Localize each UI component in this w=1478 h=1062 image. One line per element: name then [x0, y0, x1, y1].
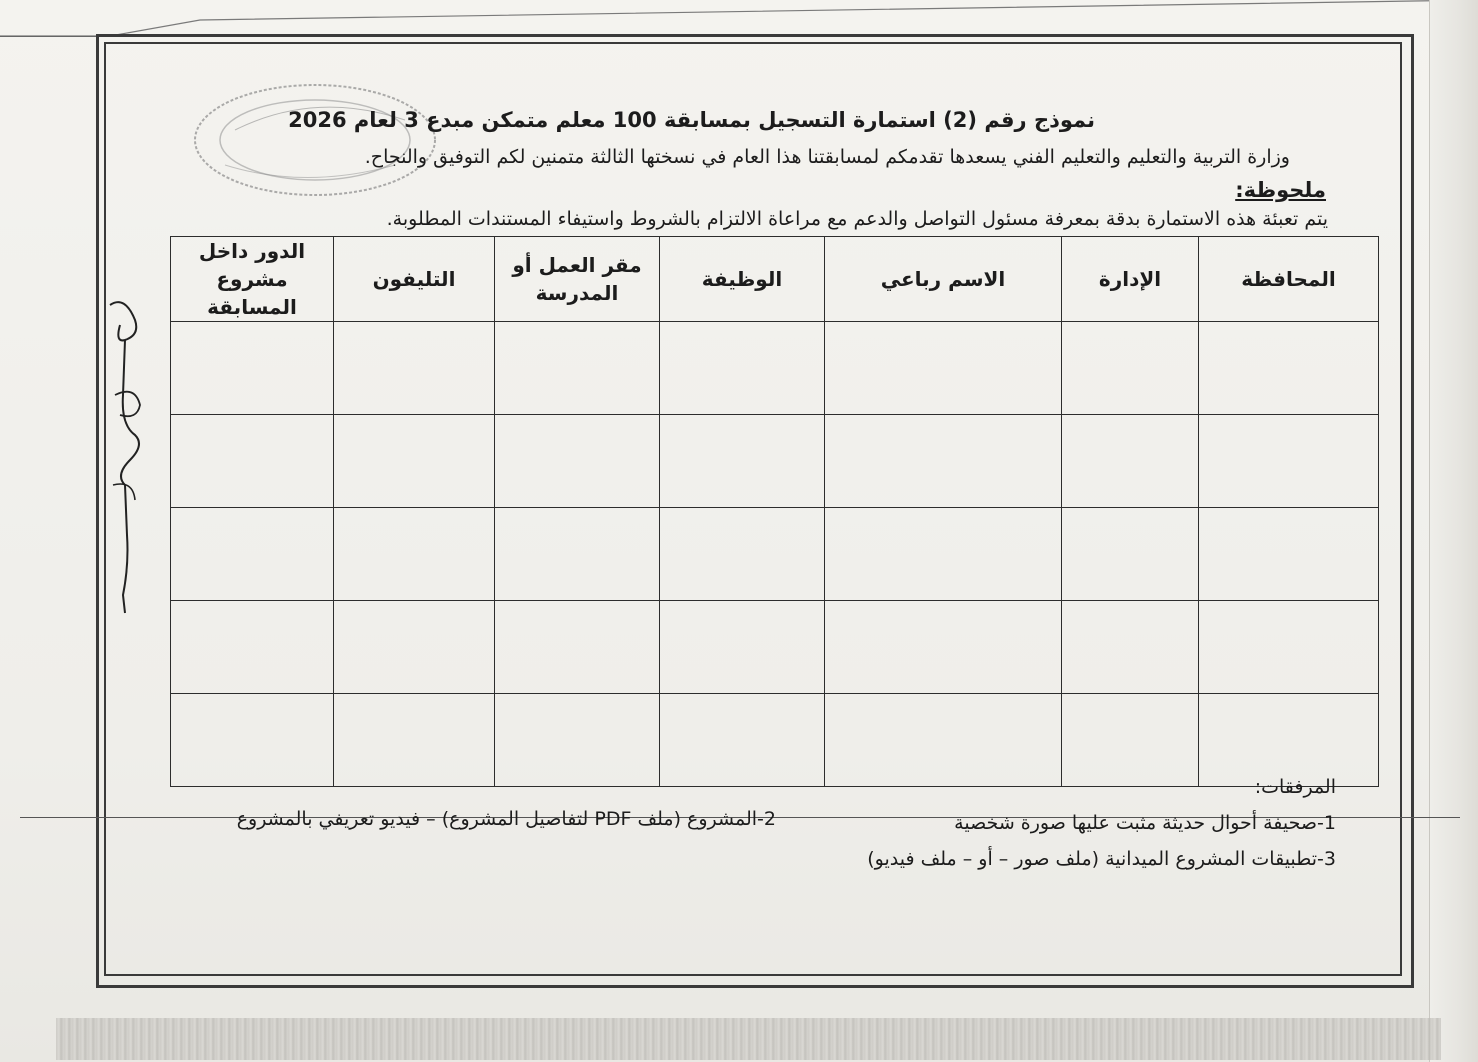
table-cell[interactable] — [1199, 508, 1379, 601]
table-cell[interactable] — [1062, 694, 1199, 787]
table-cell[interactable] — [171, 415, 334, 508]
header-governorate: المحافظة — [1199, 237, 1379, 322]
header-job: الوظيفة — [660, 237, 825, 322]
table-cell[interactable] — [334, 415, 495, 508]
table-cell[interactable] — [1199, 322, 1379, 415]
table-cell[interactable] — [825, 508, 1062, 601]
table-cell[interactable] — [495, 322, 660, 415]
attachment-item-2: 2-المشروع (ملف PDF لتفاصيل المشروع) – فيديو تعريفي بالمشروع — [236, 808, 776, 830]
table-cell[interactable] — [1199, 694, 1379, 787]
table-row — [171, 694, 1379, 787]
table-cell[interactable] — [1062, 508, 1199, 601]
table-cell[interactable] — [171, 694, 334, 787]
table-cell[interactable] — [660, 508, 825, 601]
attachments-heading: المرفقات: — [1254, 776, 1336, 798]
table-cell[interactable] — [660, 322, 825, 415]
table-cell[interactable] — [495, 694, 660, 787]
table-header-row — [171, 237, 1379, 322]
table-row — [171, 508, 1379, 601]
table-cell[interactable] — [171, 322, 334, 415]
table-cell[interactable] — [1199, 415, 1379, 508]
table-cell[interactable] — [495, 508, 660, 601]
scan-bottom-strip — [56, 1018, 1441, 1060]
table-cell[interactable] — [825, 694, 1062, 787]
handwritten-signature — [95, 285, 165, 615]
table-cell[interactable] — [825, 601, 1062, 694]
table-cell[interactable] — [825, 322, 1062, 415]
table-cell[interactable] — [334, 322, 495, 415]
table-row — [171, 322, 1379, 415]
header-phone: التليفون — [334, 237, 495, 322]
table-cell[interactable] — [1062, 415, 1199, 508]
table-cell[interactable] — [495, 415, 660, 508]
table-cell[interactable] — [1199, 601, 1379, 694]
table-cell[interactable] — [171, 601, 334, 694]
header-full-name: الاسم رباعي — [825, 237, 1062, 322]
table-cell[interactable] — [495, 601, 660, 694]
table-cell[interactable] — [171, 508, 334, 601]
table-cell[interactable] — [1062, 322, 1199, 415]
form-title: نموذج رقم (2) استمارة التسجيل بمسابقة 100 معلم متمكن مبدع 3 لعام 2026 — [288, 108, 1095, 132]
table-cell[interactable] — [334, 508, 495, 601]
table-cell[interactable] — [1062, 601, 1199, 694]
table-cell[interactable] — [660, 694, 825, 787]
intro-text: وزارة التربية والتعليم والتعليم الفني يسعدها تقدمكم لمسابقتنا هذا العام في نسختها الثالثة متمنين لكم التوفيق والنجاح. — [364, 146, 1290, 168]
note-heading: ملحوظة: — [1235, 178, 1326, 202]
header-role: الدور داخل مشروع المسابقة — [171, 237, 334, 322]
registration-table — [170, 236, 1379, 787]
table-cell[interactable] — [334, 601, 495, 694]
table-cell[interactable] — [660, 415, 825, 508]
attachment-item-3: 3-تطبيقات المشروع الميدانية (ملف صور – أو – ملف فيديو) — [867, 848, 1336, 870]
header-workplace: مقر العمل أو المدرسة — [495, 237, 660, 322]
table-cell[interactable] — [334, 694, 495, 787]
header-administration: الإدارة — [1062, 237, 1199, 322]
table-row — [171, 415, 1379, 508]
note-text: يتم تعبئة هذه الاستمارة بدقة بمعرفة مسئول التواصل والدعم مع مراعاة الالتزام بالشروط واستيفاء المستندات المطلوبة. — [386, 208, 1328, 230]
top-crease-line — [0, 36, 110, 37]
table-cell[interactable] — [660, 601, 825, 694]
table-row — [171, 601, 1379, 694]
attachment-item-1: 1-صحيفة أحوال حديثة مثبت عليها صورة شخصية — [954, 812, 1336, 834]
paper-right-edge — [1429, 0, 1478, 1062]
table-cell[interactable] — [825, 415, 1062, 508]
attachments-section — [180, 776, 1336, 896]
